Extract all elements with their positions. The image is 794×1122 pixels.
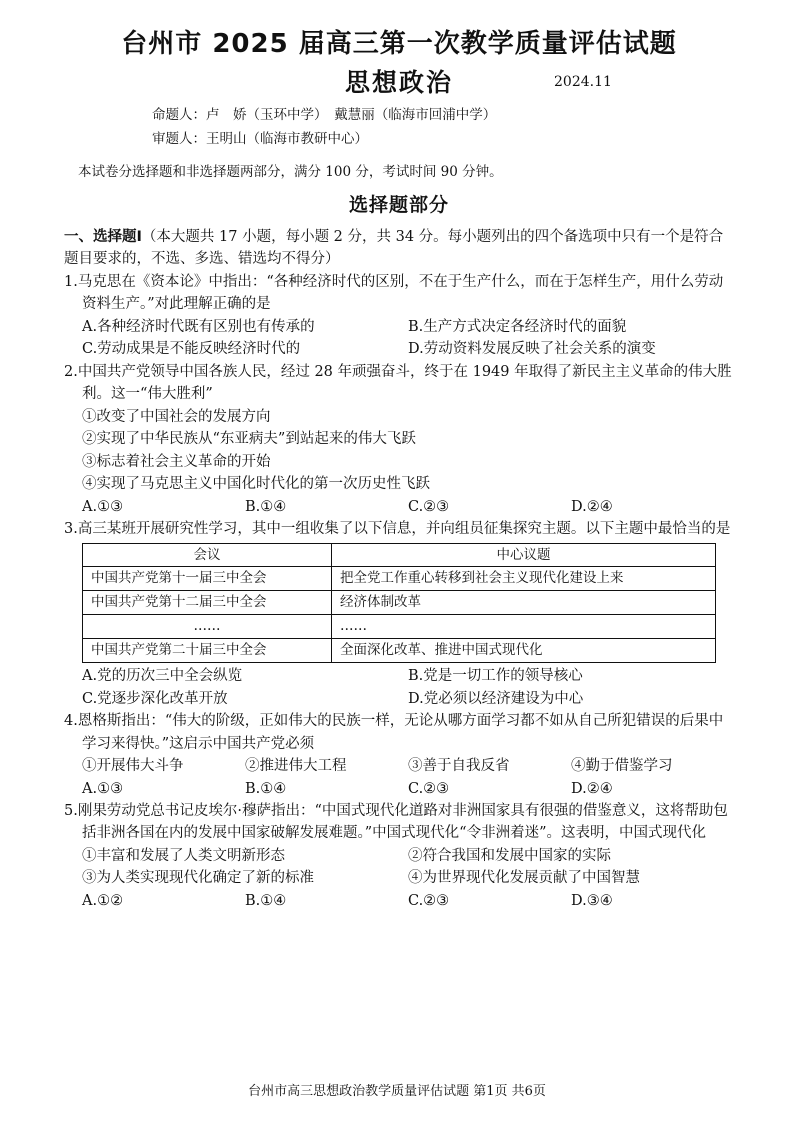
option-a: A.①③ (82, 780, 124, 797)
option-b: B.①④ (245, 780, 287, 797)
statement-3: ③标志着社会主义革命的开始 (82, 453, 271, 470)
table-cell: 全面深化改革、推进中国式现代化 (332, 639, 716, 663)
exam-notice: 本试卷分选择题和非选择题两部分，满分 100 分，考试时间 90 分钟。 (78, 163, 503, 180)
question-4 (64, 710, 734, 800)
table-row (83, 615, 716, 639)
table-row (83, 639, 716, 663)
option-c: C.党逐步深化改革开放 (82, 690, 228, 707)
statements (64, 755, 734, 777)
part-instruction (64, 226, 734, 271)
statement-1: ①丰富和发展了人类文明新形态 (82, 847, 285, 864)
statement-2: ②符合我国和发展中国家的实际 (408, 847, 611, 864)
statements (64, 845, 734, 890)
question-stem: 3.高三某班开展研究性学习，其中一组收集了以下信息，并向组员征集探究主题。以下主题中最恰当的是 (64, 521, 731, 538)
statement-3: ③善于自我反省 (408, 758, 510, 775)
question-5 (64, 800, 734, 912)
subject-title: 思想政治 (344, 68, 453, 98)
subtitle-row (64, 64, 734, 100)
table-row (83, 567, 716, 591)
statement-4: ④实现了马克思主义中国化时代化的第一次历史性飞跃 (82, 476, 430, 493)
statement-4: ④为世界现代化发展贡献了中国智慧 (408, 870, 640, 887)
question-stem: 5.刚果劳动党总书记皮埃尔·穆萨指出：“中国式现代化道路对非洲国家具有很强的借鉴意义，这将帮助包括非洲各国在内的发展中国家破解发展难题。”中国式现代化“令非洲着迷”。这表明，中国式现代化 (64, 802, 728, 842)
question-stem: 1.马克思在《资本论》中指出：“各种经济时代的区别，不在于生产什么，而在于怎样生产，用什么劳动资料生产。”对此理解正确的是 (64, 273, 724, 313)
exam-title: 台州市 2025 届高三第一次教学质量评估试题 (121, 29, 677, 59)
reviewer-line: 审题人：王明山（临海市教研中心） (152, 131, 368, 148)
option-d: D.③④ (571, 892, 613, 909)
question-stem: 2.中国共产党领导中国各族人民，经过 28 年顽强奋斗，终于在 1949 年取得了新民主主义革命的伟大胜利。这一“伟大胜利” (64, 363, 732, 403)
table-cell: …… (332, 615, 716, 639)
table-cell: 中国共产党第十一届三中全会 (83, 567, 332, 591)
question-1 (64, 271, 734, 361)
part-instruction-text: （本大题共 17 小题，每小题 2 分，共 34 分。每小题列出的四个备选项中只有一个是符合题目要求的，不选、多选、错选均不得分） (64, 229, 724, 268)
option-c: C.②③ (408, 498, 450, 515)
option-d: D.劳动资料发展反映了社会关系的演变 (408, 341, 656, 358)
exam-date: 2024.11 (554, 74, 612, 91)
statement-4: ④勤于借鉴学习 (571, 758, 673, 775)
options (64, 496, 734, 518)
statement-2: ②实现了中华民族从“东亚病夫”到站起来的伟大飞跃 (82, 431, 416, 448)
option-c: C.②③ (408, 780, 450, 797)
option-a: A.各种经济时代既有区别也有传承的 (82, 318, 315, 335)
table-cell: 中国共产党第十二届三中全会 (83, 591, 332, 615)
option-d: D.②④ (571, 780, 613, 797)
options (64, 890, 734, 912)
table-cell: 把全党工作重心转移到社会主义现代化建设上来 (332, 567, 716, 591)
option-b: B.生产方式决定各经济时代的面貌 (408, 318, 627, 335)
option-b: B.①④ (245, 892, 287, 909)
page-footer: 台州市高三思想政治教学质量评估试题 第1页 共6页 (248, 1083, 546, 1099)
option-c: C.劳动成果是不能反映经济时代的 (82, 341, 301, 358)
table-header-row (83, 543, 716, 567)
section-title: 选择题部分 (348, 193, 449, 216)
options (64, 316, 734, 361)
option-b: B.①④ (245, 498, 287, 515)
question-2 (64, 361, 734, 518)
option-a: A.①② (82, 892, 124, 909)
question-stem: 4.恩格斯指出：“伟大的阶级，正如伟大的民族一样，无论从哪方面学习都不如从自己所犯错误的后果中学习来得快。”这启示中国共产党必须 (64, 713, 724, 752)
table-row (83, 591, 716, 615)
option-a: A.党的历次三中全会纵览 (82, 668, 243, 685)
option-c: C.②③ (408, 892, 450, 909)
options (64, 778, 734, 800)
options (64, 665, 734, 710)
option-d: D.党必须以经济建设为中心 (408, 690, 584, 707)
statement-1: ①改变了中国社会的发展方向 (82, 408, 271, 425)
table-header: 中心议题 (332, 543, 716, 567)
statement-3: ③为人类实现现代化确定了新的标准 (82, 870, 314, 887)
setters-line: 命题人：卢 娇（玉环中学） 戴慧丽（临海市回浦中学） (152, 107, 497, 124)
option-a: A.①③ (82, 498, 124, 515)
table-header: 会议 (83, 543, 332, 567)
option-b: B.党是一切工作的领导核心 (408, 668, 583, 685)
authors-block (152, 104, 734, 151)
part-label: 一、选择题Ⅰ (64, 229, 142, 245)
option-d: D.②④ (571, 498, 613, 515)
table-cell: 经济体制改革 (332, 591, 716, 615)
question-3 (64, 518, 734, 710)
table-cell: 中国共产党第二十届三中全会 (83, 639, 332, 663)
statement-1: ①开展伟大斗争 (82, 758, 184, 775)
statement-2: ②推进伟大工程 (245, 758, 347, 775)
table-cell: …… (83, 615, 332, 639)
plenum-table (82, 543, 716, 664)
